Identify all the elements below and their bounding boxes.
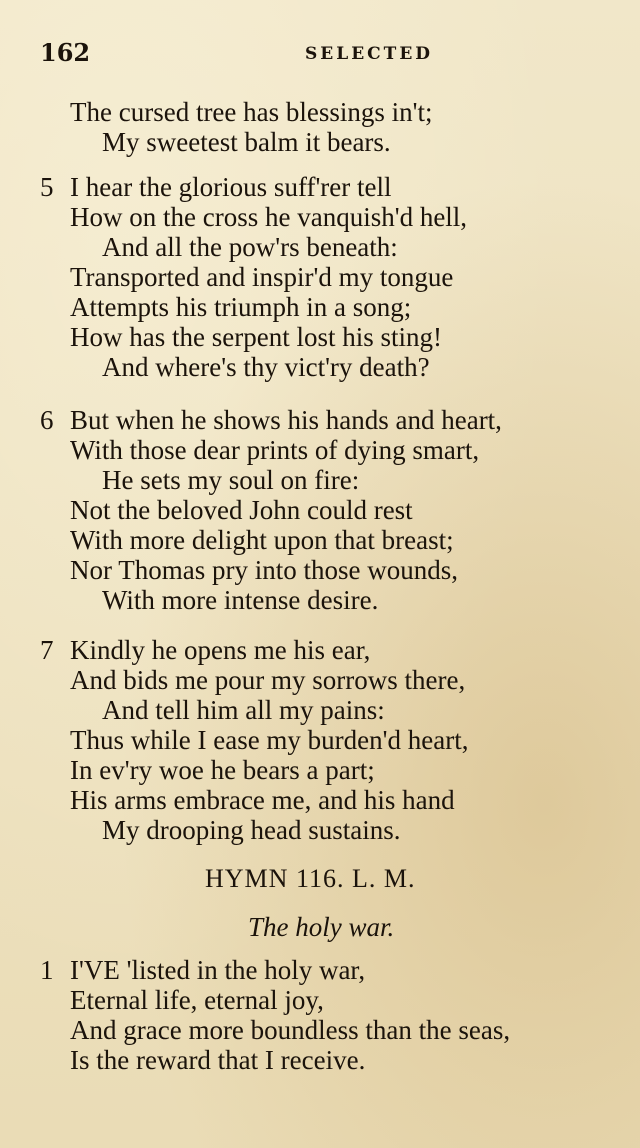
stanza-number: 5	[40, 172, 54, 202]
verse-line: I'VE 'listed in the holy war,	[70, 955, 366, 985]
verse-line: Thus while I ease my burden'd heart,	[70, 725, 469, 755]
verse-line: And tell him all my pains:	[102, 695, 385, 725]
verse-line: Transported and inspir'd my tongue	[70, 262, 454, 292]
verse-line: Eternal life, eternal joy,	[70, 985, 324, 1015]
verse-line: But when he shows his hands and heart,	[70, 405, 502, 435]
verse-line: And all the pow'rs beneath:	[102, 232, 398, 262]
verse-line: I hear the glorious suff'rer tell	[70, 172, 392, 202]
verse-line: The cursed tree has blessings in't;	[70, 97, 433, 127]
verse-line: My sweetest balm it bears.	[102, 127, 391, 157]
running-title: SELECTED	[305, 44, 434, 64]
verse-line: His arms embrace me, and his hand	[70, 785, 455, 815]
verse-line: Kindly he opens me his ear,	[70, 635, 371, 665]
verse-line: And bids me pour my sorrows there,	[70, 665, 466, 695]
verse-line: And grace more boundless than the seas,	[70, 1015, 511, 1045]
verse-line: With more delight upon that breast;	[70, 525, 454, 555]
verse-line: He sets my soul on fire:	[102, 465, 360, 495]
hymn-subtitle: The holy war.	[248, 912, 395, 942]
verse-line: Attempts his triumph in a song;	[70, 292, 412, 322]
verse-line: Nor Thomas pry into those wounds,	[70, 555, 458, 585]
hymn-title: HYMN 116. L. M.	[205, 864, 416, 893]
verse-line: In ev'ry woe he bears a part;	[70, 755, 375, 785]
verse-line: And where's thy vict'ry death?	[102, 352, 430, 382]
verse-line: How has the serpent lost his sting!	[70, 322, 442, 352]
verse-line: With more intense desire.	[102, 585, 379, 615]
verse-line: Not the beloved John could rest	[70, 495, 413, 525]
page-number: 162	[40, 38, 91, 67]
verse-line: Is the reward that I receive.	[70, 1045, 366, 1075]
stanza-number: 6	[40, 405, 54, 435]
verse-line: With those dear prints of dying smart,	[70, 435, 480, 465]
page-header	[40, 38, 600, 68]
stanza-number: 7	[40, 635, 54, 665]
stanza-number: 1	[40, 955, 54, 985]
verse-line: How on the cross he vanquish'd hell,	[70, 202, 468, 232]
verse-line: My drooping head sustains.	[102, 815, 401, 845]
